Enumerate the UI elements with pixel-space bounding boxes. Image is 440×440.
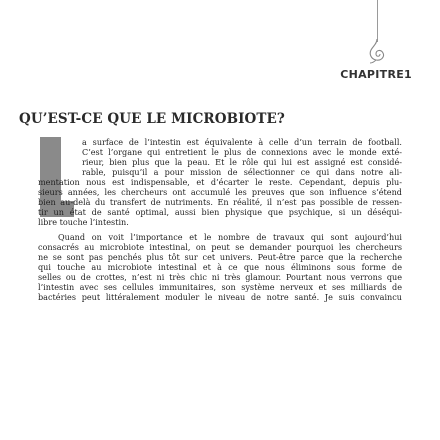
section-title: QU’EST-CE QUE LE MICROBIOTE? [19, 111, 285, 127]
paragraph1-line: rieur, bien plus que la peau. Et le rôle qui lui est assigné est considé- [82, 157, 402, 167]
paragraph1-line: tir un état de santé optimal, aussi bien physique que psychique, si un déséqui- [38, 207, 402, 217]
paragraph1-line: sieurs années, les chercheurs ont accumulé les preuves que son influence s’étend [38, 187, 402, 197]
ornament-line [377, 0, 378, 42]
paragraph2-line: consacrés au microbiote intestinal, on peut se demander pourquoi les chercheurs [38, 242, 402, 252]
paragraph1-line: libre touche l’intestin. [38, 217, 129, 227]
paragraph2-line: bactéries peut littéralement moduler le niveau de notre santé. Je suis convaincu [38, 292, 402, 302]
paragraph2-line: l’intestin avec ses cellules immunitaires, son système nerveux et ses milliards de [38, 282, 402, 292]
paragraph2-line: selles ou de crottes, n’est ni très chic ni très glamour. Pourtant nous verrons que [38, 272, 402, 282]
paragraph1-line: bien au-delà du transfert de nutriments. En réalité, il n’est pas possible de ressen- [38, 197, 402, 207]
paragraph1-line: C’est l’organe qui entretient le plus de connexions avec le monde exté- [82, 147, 402, 157]
chapter-label: CHAPITRE1 [340, 68, 412, 81]
flourish-icon [362, 38, 392, 64]
paragraph2-line: ne se sont pas penchés plus tôt sur cet univers. Peut-être parce que la recherche [38, 252, 402, 262]
paragraph2-line: Quand on voit l’importance et le nombre de travaux qui sont aujourd’hui [58, 232, 402, 242]
paragraph2-line: qui touche au microbiote intestinal et à ce que nous éliminons sous forme de [38, 262, 402, 272]
paragraph1-line: mentation nous est indispensable, et d’écarter le reste. Cependant, depuis plu- [38, 177, 402, 187]
paragraph1-line: a surface de l’intestin est équivalente à celle d’un terrain de football. [82, 137, 402, 147]
paragraph1-line: rable, puisqu’il a pour mission de sélectionner ce qui dans notre ali- [82, 167, 402, 177]
